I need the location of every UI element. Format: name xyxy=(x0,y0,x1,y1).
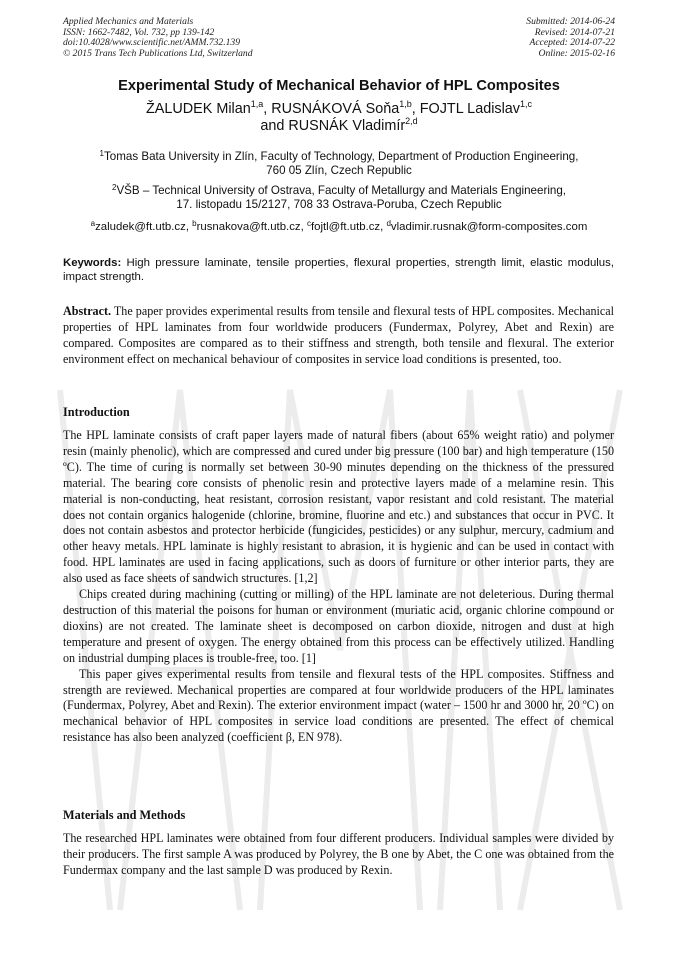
email-mark: b xyxy=(192,219,197,228)
author-line-1 xyxy=(40,101,638,118)
email-mark: a xyxy=(90,219,96,228)
copyright-line: © 2015 Trans Tech Publications Ltd, Switzerland xyxy=(63,47,253,59)
issn-line: ISSN: 1662-7482, Vol. 732, pp 139-142 xyxy=(63,26,215,38)
paragraph: The researched HPL laminates were obtained from four different producers. Individual samples were divided by their producers. The first sample A was produced by Polyrey, the B one by Abet, the C one was obtained from the Fundermax company and the last sample D was produced by Rexin. xyxy=(63,831,614,877)
introduction-body xyxy=(63,428,614,746)
author-name: FOJTL Ladislav xyxy=(419,101,520,117)
affiliation-line: 760 05 Zlín, Czech Republic xyxy=(266,164,412,177)
author-separator: , xyxy=(411,101,420,117)
paper-title: Experimental Study of Mechanical Behavior of HPL Composites xyxy=(118,78,560,94)
email-mark: d xyxy=(386,219,391,228)
email-link[interactable]: fojtl@ft.utb.cz, xyxy=(310,221,387,233)
author-affiliation-mark: 1,a xyxy=(250,99,264,109)
affiliation-mark: 1 xyxy=(99,149,104,158)
affiliation-text: VŠB – Technical University of Ostrava, Faculty of Metallurgy and Materials Engineering, xyxy=(116,184,567,197)
abstract-label: Abstract. xyxy=(63,304,112,318)
affiliation-line: 17. listopadu 15/2127, 708 33 Ostrava-Poruba, Czech Republic xyxy=(176,198,502,211)
materials-methods-body xyxy=(63,831,614,879)
keywords-text: High pressure laminate, tensile properties, flexural properties, strength limit, elastic modulus, impact strength. xyxy=(63,257,614,283)
author-affiliation-mark: 1,c xyxy=(520,99,533,109)
affiliation-2 xyxy=(40,184,638,212)
doi-line[interactable]: doi:10.4028/www.scientific.net/AMM.732.139 xyxy=(63,37,241,49)
journal-name: Applied Mechanics and Materials xyxy=(63,16,194,27)
author-conjunction: and xyxy=(260,118,289,134)
paragraph: The HPL laminate consists of craft paper layers made of natural fibers (about 65% weight ratio) and polymer resin (mainly phenolic), which are compressed and cured under big pressure (100 bar) and high temperature (150 ºC). The time of curing is normally set between 30-90 minutes depending on the thickness of the pressured material. The bearing core consists of phenolic resin and protective layers made of a melamine resin. This material is non-conducting, heat resistant, corrosion resistant, vapor resistant and cold resistant. The material does not contain organics halogenide (chlorine, bromine, fluorine and etc.) and substances that occur in PVC. It does not contain asbestos and protector herbicide (fungicides, pesticides) or any sulphur, mercury, cadmium and other heavy metals. HPL laminate is highly resistant to abrasion, it is hygienic and can be used in contact with food. HPL laminates are used in facing applications, such as doors of furniture or other interior parts, they are also used as face sheets of sandwich structures. [1,2] xyxy=(63,428,614,586)
publication-dates xyxy=(526,17,615,59)
email-link[interactable]: vladimir.rusnak@form-composites.com xyxy=(390,221,588,233)
author-affiliation-mark: 2,d xyxy=(405,116,418,126)
author-separator: , xyxy=(263,101,272,117)
revised-date: Revised: 2014-07-21 xyxy=(534,26,615,38)
author-affiliation-mark: 1,b xyxy=(399,99,412,109)
keywords xyxy=(63,256,614,284)
publication-info xyxy=(63,17,253,59)
email-link[interactable]: zaludek@ft.utb.cz, xyxy=(95,221,193,233)
submitted-date: Submitted: 2014-06-24 xyxy=(526,16,615,27)
abstract xyxy=(63,304,614,368)
author-name: RUSNÁK Vladimír xyxy=(288,118,406,134)
keywords-label: Keywords: xyxy=(63,257,122,269)
affiliation-1 xyxy=(40,150,638,178)
email-link[interactable]: rusnakova@ft.utb.cz, xyxy=(196,221,307,233)
affiliation-line xyxy=(40,184,638,198)
email-mark: c xyxy=(306,219,311,228)
paragraph: This paper gives experimental results from tensile and flexural tests of the HPL composites. Stiffness and strength are reviewed. Mechanical properties are compared at four worldwide producers of the HPL laminates (Fundermax, Polyrey, Abet and Rexin). The exterior environment impact (water – 1500 hr and 3000 hr, 20 ºC) on mechanical behavior of HPL composites in service load conditions are presented. The effect of chemical resistance has also been analyzed (coefficient β, EN 978). xyxy=(63,666,614,745)
section-heading-introduction: Introduction xyxy=(63,405,130,419)
affiliation-text: Tomas Bata University in Zlín, Faculty of Technology, Department of Production Engineering, xyxy=(103,150,579,163)
accepted-date: Accepted: 2014-07-22 xyxy=(529,37,615,49)
abstract-text: The paper provides experimental results from tensile and flexural tests of HPL composites. Mechanical properties of HPL laminates from four worldwide producers (Fundermax, Polyrey, Abet and Rexin) are compared. Composites are compared as to their stiffness and strength, both tensile and flexural. The exterior environment effect on mechanical behaviour of composites in service load conditions is presented, too. xyxy=(63,304,614,366)
affiliation-line xyxy=(40,150,638,164)
section-heading-materials-methods: Materials and Methods xyxy=(63,808,186,822)
author-name: ŽALUDEK Milan xyxy=(145,101,251,117)
online-date: Online: 2015-02-16 xyxy=(538,47,615,59)
paragraph: Chips created during machining (cutting or milling) of the HPL laminate are not deleterious. During thermal destruction of this material the poisons for human or environment (muriatic acid, organic chlorine compound or dioxins) are not created. The laminate sheet is decomposed on carbon dioxide, nitrogen and dust at high temperature and present of oxygen. The energy obtained from this process can be effectively utilized. Handling on industrial dumping places is trouble-free, too. [1] xyxy=(63,587,614,665)
affiliation-mark: 2 xyxy=(111,183,117,192)
author-line-2 xyxy=(40,118,638,135)
author-name: RUSNÁKOVÁ Soňa xyxy=(271,101,400,117)
author-emails xyxy=(40,220,638,234)
author-list xyxy=(40,101,638,135)
